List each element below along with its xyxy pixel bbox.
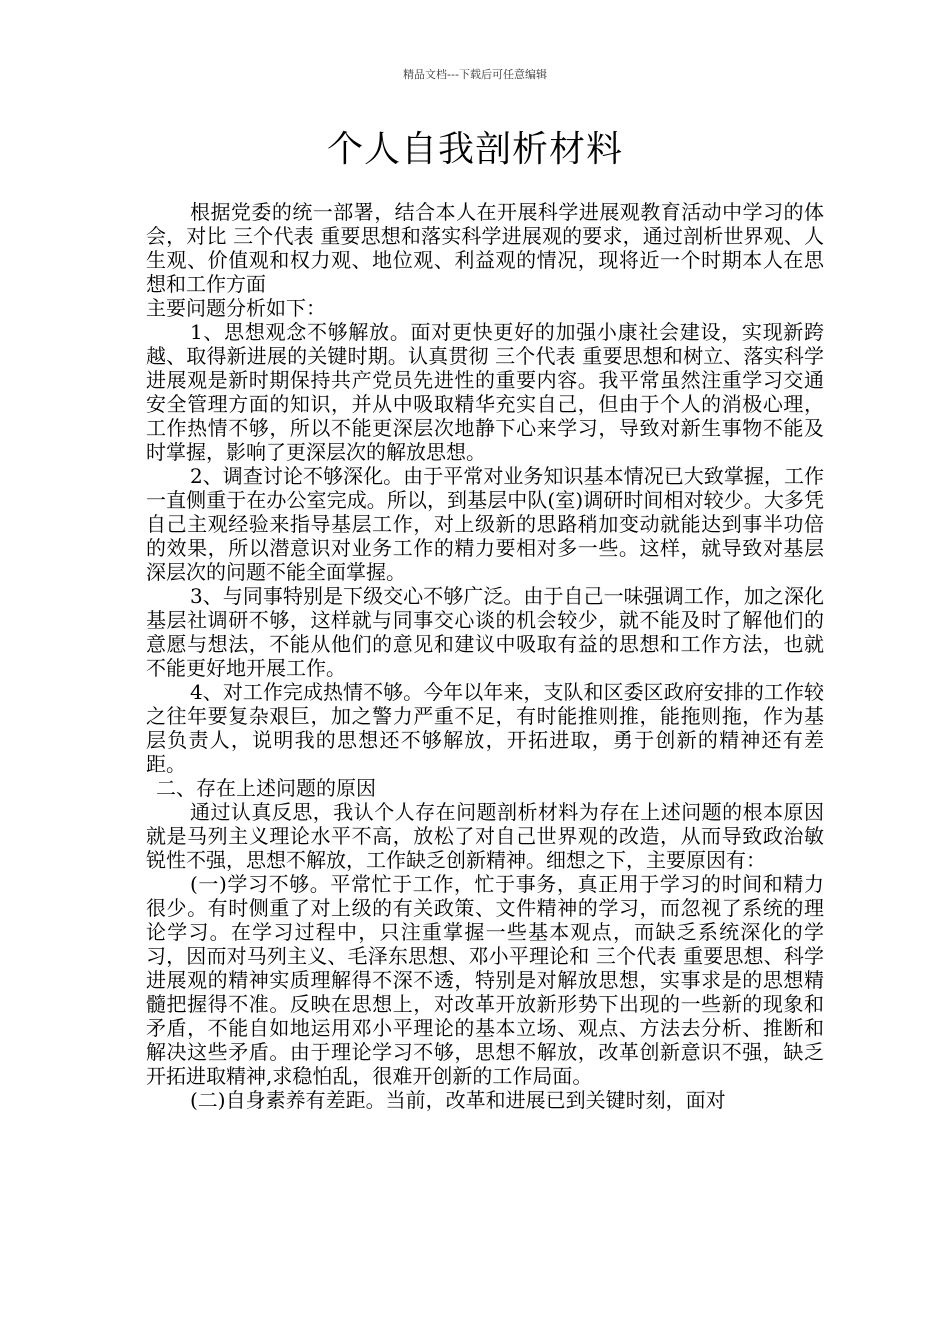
paragraph-problem-1: 1、思想观念不够解放。面对更快更好的加强小康社会建设，实现新跨越、取得新进展的关键时期。认真贯彻 三个代表 重要思想和树立、落实科学进展观是新时期保持共产党员先进性的重要内容。我平常虽然注重学习交通安全管理方面的知识，并从中吸取精华充实自己，但由于个人的消极心理，工作热情不够，所以不能更深层次地静下心来学习，导致对新生事物不能及时掌握，影响了更深层次的解放思想。 <box>146 320 824 464</box>
section-heading-causes: 二、存在上述问题的原因 <box>156 776 376 800</box>
paragraph-problem-2: 2、调查讨论不够深化。由于平常对业务知识基本情况已大致掌握，工作一直侧重于在办公室完成。所以，到基层中队(室)调研时间相对较少。大多凭自己主观经验来指导基层工作，对上级新的思路稍加变动就能达到事半功倍的效果，所以潜意识对业务工作的精力要相对多一些。这样，就导致对基层深层次的问题不能全面掌握。 <box>146 464 824 584</box>
document-body <box>146 200 824 1112</box>
document-title: 个人自我剖析材料 <box>326 129 623 170</box>
paragraph-causes-intro: 通过认真反思，我认个人存在问题剖析材料为存在上述问题的根本原因就是马列主义理论水平不高，放松了对自己世界观的改造，从而导致政治敏锐性不强，思想不解放，工作缺乏创新精神。细想之下，主要原因有： <box>146 800 824 872</box>
paragraph-intro: 根据党委的统一部署，结合本人在开展科学进展观教育活动中学习的体会，对比 三个代表 重要思想和落实科学进展观的要求，通过剖析世界观、人生观、价值观和权力观、地位观、利益观的情况，现将近一个时期本人在思想和工作方面 <box>146 200 824 296</box>
paragraph-cause-2: (二)自身素养有差距。当前，改革和进展已到关键时刻，面对 <box>190 1088 726 1112</box>
paragraph-problem-4: 4、对工作完成热情不够。今年以年来，支队和区委区政府安排的工作较之往年要复杂艰巨，加之警力严重不足，有时能推则推，能拖则拖，作为基层负责人，说明我的思想还不够解放，开拓进取，勇于创新的精神还有差距。 <box>146 680 824 776</box>
paragraph-problems-heading: 主要问题分析如下： <box>146 296 326 320</box>
page-header-watermark: 精品文档---下载后可任意编辑 <box>403 68 547 81</box>
paragraph-cause-1: (一)学习不够。平常忙于工作，忙于事务，真正用于学习的时间和精力很少。有时侧重了对上级的有关政策、文件精神的学习，而忽视了系统的理论学习。在学习过程中，只注重掌握一些基本观点，而缺乏系统深化的学习，因而对马列主义、毛泽东思想、邓小平理论和 三个代表 重要思想、科学进展观的精神实质理解得不深不透，特别是对解放思想，实事求是的思想精髓把握得不准。反映在思想上，对改革开放新形势下出现的一些新的现象和矛盾，不能自如地运用邓小平理论的基本立场、观点、方法去分析、推断和解决这些矛盾。由于理论学习不够，思想不解放，改革创新意识不强，缺乏开拓进取精神,求稳怕乱，很难开创新的工作局面。 <box>146 872 824 1088</box>
paragraph-problem-3: 3、与同事特别是下级交心不够广泛。由于自己一味强调工作，加之深化基层社调研不够，这样就与同事交心谈的机会较少，就不能及时了解他们的意愿与想法，不能从他们的意见和建议中吸取有益的思想和工作方法，也就不能更好地开展工作。 <box>146 584 824 680</box>
